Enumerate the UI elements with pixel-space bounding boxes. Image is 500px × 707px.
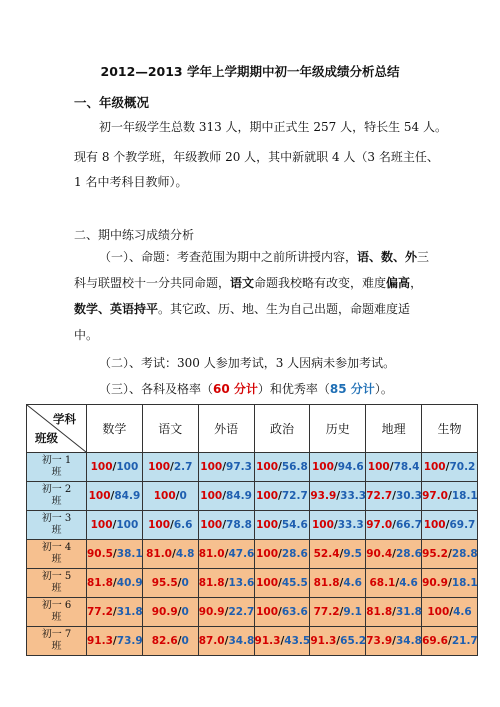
rate-separator: / — [392, 606, 396, 618]
excellent-rate: 21.7 — [451, 635, 478, 647]
subject-header: 历史 — [310, 405, 366, 453]
rate-separator: / — [175, 490, 180, 502]
excellent-rate: 40.9 — [116, 577, 143, 589]
excellent-rate: 70.2 — [449, 461, 476, 473]
table-row — [27, 569, 478, 598]
score-cell — [254, 598, 310, 627]
score-cell — [310, 627, 366, 656]
pass-rate: 91.3 — [310, 635, 337, 647]
excellent-rate: 4.8 — [175, 548, 195, 560]
score-cell — [422, 627, 478, 656]
pass-rate: 81.0 — [146, 548, 172, 560]
excellent-rate: 54.6 — [281, 519, 308, 531]
pass-rate: 100 — [423, 519, 446, 531]
rate-separator: / — [447, 577, 452, 589]
excellent-rate: 63.6 — [281, 606, 308, 618]
excellent-rate: 2.7 — [173, 461, 193, 473]
rate-separator: / — [112, 461, 117, 473]
pass-rate: 100 — [153, 490, 176, 502]
excellent-rate: 18.1 — [451, 490, 478, 502]
pass-rate: 100 — [256, 606, 279, 618]
pass-rate: 91.3 — [87, 635, 113, 647]
excellent-rate: 0 — [181, 577, 189, 589]
rate-separator: / — [392, 490, 396, 502]
rate-separator: / — [170, 519, 174, 531]
excellent-rate: 4.6 — [343, 577, 362, 589]
excellent-rate: 22.7 — [228, 606, 255, 618]
excellent-rate: 69.7 — [449, 519, 476, 531]
score-cell — [254, 511, 310, 540]
rate-separator: / — [112, 577, 117, 589]
excellent-rate: 47.6 — [228, 548, 255, 560]
pass-rate: 100 — [256, 577, 279, 589]
rate-separator: / — [177, 606, 182, 618]
rate-separator: / — [112, 635, 117, 647]
rate-separator: / — [395, 577, 400, 589]
pass-rate: 100 — [88, 490, 111, 502]
excellent-rate: 72.7 — [281, 490, 308, 502]
rate-separator: / — [170, 461, 174, 473]
class-name-cell — [27, 598, 87, 627]
rate-separator: / — [177, 577, 182, 589]
pass-rate: 77.2 — [87, 606, 113, 618]
class-name-line: 班 — [51, 641, 62, 652]
score-cell — [422, 482, 478, 511]
rate-separator: / — [278, 606, 282, 618]
score-cell — [142, 598, 198, 627]
pass-rate: 100 — [427, 606, 450, 618]
rate-separator: / — [224, 577, 229, 589]
text: ）和优秀率（ — [257, 382, 330, 396]
class-name-line: 初一 5 — [41, 571, 72, 582]
section2-para3 — [99, 374, 393, 404]
score-cell — [142, 453, 198, 482]
pass-rate: 95.2 — [422, 548, 448, 560]
excellent-rate: 97.3 — [226, 461, 252, 473]
excellent-rate: 43.5 — [284, 635, 311, 647]
pass-rate: 72.7 — [366, 490, 393, 502]
score-cell — [310, 482, 366, 511]
pass-rate: 81.8 — [198, 577, 225, 589]
pass-rate: 100 — [200, 461, 223, 473]
pass-rate: 82.6 — [151, 635, 178, 647]
class-name-cell — [27, 453, 87, 482]
rate-separator: / — [278, 461, 282, 473]
excellent-rate: 84.9 — [226, 490, 252, 502]
rate-separator: / — [336, 490, 341, 502]
excellent-rate: 9.5 — [343, 548, 362, 560]
section2-para1-line3 — [74, 294, 410, 324]
pass-rate: 95.5 — [151, 577, 178, 589]
bold-text: 偏高 — [386, 276, 411, 290]
pass-rate: 81.8 — [366, 606, 393, 618]
excellent-rate: 28.6 — [395, 548, 422, 560]
pass-rate: 81.0 — [198, 548, 225, 560]
class-name-line: 初一 3 — [41, 513, 72, 524]
subject-header: 外语 — [198, 405, 254, 453]
pass-rate: 100 — [311, 461, 334, 473]
rate-separator: / — [280, 635, 285, 647]
score-cell — [198, 482, 254, 511]
text: 科与联盟校十一分共同命题， — [74, 276, 231, 290]
score-cell — [87, 482, 143, 511]
section1-line-1: 初一年级学生总数 313 人，期中正式生 257 人，特长生 54 人。 — [99, 120, 447, 134]
score-cell — [366, 453, 422, 482]
rate-separator: / — [172, 548, 176, 560]
table-row — [27, 540, 478, 569]
score-cell — [142, 540, 198, 569]
score-cell — [310, 511, 366, 540]
class-name-cell — [27, 540, 87, 569]
section2-para1-line4: 中。 — [74, 328, 99, 342]
table-row — [27, 482, 478, 511]
rate-separator: / — [222, 519, 227, 531]
score-cell — [198, 627, 254, 656]
score-cell — [254, 569, 310, 598]
rate-separator: / — [112, 606, 117, 618]
score-cell — [254, 540, 310, 569]
pass-rate: 100 — [200, 519, 223, 531]
pass-rate: 90.9 — [422, 577, 448, 589]
excellent-rate: 94.6 — [337, 461, 364, 473]
rate-separator: / — [112, 548, 117, 560]
class-name-line: 班 — [51, 583, 62, 594]
rate-separator: / — [392, 635, 396, 647]
excellent-rate: 34.8 — [228, 635, 255, 647]
class-name-line: 初一 4 — [41, 542, 72, 553]
rate-separator: / — [222, 461, 227, 473]
class-name-line: 班 — [51, 496, 62, 507]
corner-subject-label: 学科 — [53, 412, 76, 426]
class-name-cell — [27, 511, 87, 540]
pass-rate: 97.0 — [422, 490, 448, 502]
class-name-line: 初一 1 — [41, 455, 72, 466]
pass-rate: 100 — [90, 519, 113, 531]
pass-rate: 90.4 — [366, 548, 393, 560]
rate-separator: / — [112, 519, 117, 531]
excellent-rate: 4.6 — [399, 577, 418, 589]
rate-separator: / — [224, 548, 229, 560]
subject-header: 政治 — [254, 405, 310, 453]
bold-text: 语、数、外 — [357, 250, 418, 264]
pass-rate: 68.1 — [369, 577, 396, 589]
class-name-cell — [27, 482, 87, 511]
section1-line-2: 现有 8 个教学班，年级教师 20 人，其中新就职 4 人（3 名班主任、 — [74, 150, 439, 164]
rate-separator: / — [333, 461, 338, 473]
text: （三）、各科及格率（ — [99, 382, 214, 396]
excellent-rate: 100 — [116, 519, 139, 531]
excellent-threshold: 85 分计 — [329, 382, 375, 396]
score-cell — [366, 482, 422, 511]
pass-rate: 100 — [256, 461, 279, 473]
pass-rate: 87.0 — [198, 635, 225, 647]
table-row — [27, 453, 478, 482]
class-name-line: 班 — [51, 612, 62, 623]
pass-rate: 100 — [90, 461, 113, 473]
excellent-rate: 100 — [116, 461, 139, 473]
score-cell — [87, 598, 143, 627]
bold-text: 数学、英语持平 — [74, 302, 159, 316]
excellent-rate: 84.9 — [114, 490, 141, 502]
rate-separator: / — [445, 519, 450, 531]
score-cell — [310, 540, 366, 569]
rate-separator: / — [278, 519, 282, 531]
score-cell — [87, 627, 143, 656]
excellent-rate: 13.6 — [228, 577, 255, 589]
score-cell — [87, 511, 143, 540]
rate-separator: / — [333, 519, 338, 531]
score-cell — [254, 482, 310, 511]
pass-rate: 91.3 — [254, 635, 281, 647]
pass-rate: 52.4 — [313, 548, 340, 560]
pass-threshold: 60 分计 — [213, 382, 258, 396]
score-cell — [422, 598, 478, 627]
table-row — [27, 598, 478, 627]
document-title: 2012—2013 学年上学期期中初一年级成绩分析总结 — [100, 64, 400, 79]
section2-para2: （二）、考试：300 人参加考试，3 人因病未参加考试。 — [99, 356, 396, 370]
score-cell — [87, 540, 143, 569]
excellent-rate: 0 — [181, 635, 189, 647]
rate-separator: / — [336, 635, 341, 647]
excellent-rate: 31.8 — [395, 606, 422, 618]
excellent-rate: 0 — [179, 490, 187, 502]
pass-rate: 100 — [148, 519, 170, 531]
score-cell — [366, 627, 422, 656]
rate-separator: / — [447, 635, 452, 647]
score-cell — [366, 511, 422, 540]
excellent-rate: 56.8 — [281, 461, 308, 473]
score-cell — [254, 627, 310, 656]
class-name-cell — [27, 627, 87, 656]
score-cell — [366, 569, 422, 598]
score-cell — [422, 453, 478, 482]
rate-separator: / — [447, 548, 452, 560]
excellent-rate: 78.4 — [393, 461, 420, 473]
grade-table — [26, 404, 478, 656]
pass-rate: 100 — [200, 490, 223, 502]
text: ）。 — [374, 382, 393, 396]
rate-separator: / — [447, 490, 452, 502]
excellent-rate: 9.1 — [343, 606, 362, 618]
pass-rate: 90.9 — [198, 606, 225, 618]
score-cell — [142, 569, 198, 598]
class-name-line: 初一 6 — [41, 600, 72, 611]
rate-separator: / — [339, 577, 344, 589]
excellent-rate: 0 — [181, 606, 189, 618]
score-cell — [310, 453, 366, 482]
pass-rate: 97.0 — [366, 519, 393, 531]
section2-heading: 二、期中练习成绩分析 — [74, 228, 195, 242]
pass-rate: 77.2 — [313, 606, 340, 618]
section1-line-3: 1 名中考科目教师）。 — [74, 175, 188, 189]
text: 命题我校略有改变，难度 — [254, 276, 387, 290]
pass-rate: 81.8 — [313, 577, 340, 589]
rate-separator: / — [339, 606, 344, 618]
score-cell — [422, 511, 478, 540]
excellent-rate: 28.6 — [281, 548, 308, 560]
corner-class-label: 班级 — [35, 431, 58, 445]
rate-separator: / — [278, 577, 282, 589]
score-cell — [198, 540, 254, 569]
pass-rate: 90.9 — [151, 606, 178, 618]
table-corner-cell — [27, 405, 87, 453]
score-cell — [142, 627, 198, 656]
pass-rate: 81.8 — [87, 577, 113, 589]
score-cell — [198, 453, 254, 482]
score-cell — [87, 453, 143, 482]
score-cell — [366, 540, 422, 569]
pass-rate: 100 — [367, 461, 390, 473]
excellent-rate: 33.3 — [340, 490, 367, 502]
excellent-rate: 4.6 — [453, 606, 472, 618]
rate-separator: / — [278, 548, 282, 560]
score-cell — [198, 598, 254, 627]
table-row — [27, 627, 478, 656]
class-name-line: 班 — [51, 467, 62, 478]
pass-rate: 73.9 — [366, 635, 393, 647]
subject-header: 地理 — [366, 405, 422, 453]
score-cell — [310, 569, 366, 598]
score-cell — [422, 540, 478, 569]
rate-separator: / — [224, 635, 229, 647]
pass-rate: 100 — [256, 548, 279, 560]
text: 。其它政、历、地、生为自己出题，命题难度适 — [158, 302, 411, 316]
rate-separator: / — [449, 606, 454, 618]
pass-rate: 100 — [311, 519, 334, 531]
class-name-line: 初一 7 — [41, 629, 72, 640]
pass-rate: 69.6 — [422, 635, 448, 647]
pass-rate: 93.9 — [310, 490, 337, 502]
excellent-rate: 30.3 — [395, 490, 422, 502]
score-cell — [254, 453, 310, 482]
excellent-rate: 73.9 — [116, 635, 143, 647]
pass-rate: 100 — [148, 461, 170, 473]
pass-rate: 100 — [423, 461, 446, 473]
rate-separator: / — [445, 461, 450, 473]
subject-header: 生物 — [422, 405, 478, 453]
table-row — [27, 511, 478, 540]
rate-separator: / — [339, 548, 344, 560]
score-cell — [422, 569, 478, 598]
excellent-rate: 38.1 — [116, 548, 143, 560]
score-cell — [142, 511, 198, 540]
score-cell — [142, 482, 198, 511]
rate-separator: / — [110, 490, 115, 502]
rate-separator: / — [224, 606, 229, 618]
excellent-rate: 18.1 — [451, 577, 478, 589]
excellent-rate: 65.2 — [340, 635, 367, 647]
excellent-rate: 31.8 — [116, 606, 143, 618]
subject-header: 数学 — [87, 405, 143, 453]
table-header-row — [27, 405, 478, 453]
class-name-cell — [27, 569, 87, 598]
rate-separator: / — [392, 548, 396, 560]
score-cell — [87, 569, 143, 598]
rate-separator: / — [222, 490, 227, 502]
score-cell — [310, 598, 366, 627]
section1-heading: 一、年级概况 — [74, 95, 150, 110]
excellent-rate: 66.7 — [395, 519, 422, 531]
pass-rate: 90.5 — [87, 548, 113, 560]
excellent-rate: 28.8 — [451, 548, 478, 560]
text: ， — [410, 276, 423, 290]
class-name-line: 班 — [51, 525, 62, 536]
class-name-line: 班 — [51, 554, 62, 565]
rate-separator: / — [392, 519, 396, 531]
excellent-rate: 6.6 — [173, 519, 193, 531]
text: 三 — [417, 250, 430, 264]
pass-rate: 100 — [256, 519, 279, 531]
rate-separator: / — [278, 490, 282, 502]
text: （一）、命题：考查范围为期中之前所讲授内容， — [99, 250, 358, 264]
excellent-rate: 78.8 — [226, 519, 252, 531]
excellent-rate: 33.3 — [337, 519, 364, 531]
class-name-line: 初一 2 — [41, 484, 72, 495]
score-cell — [366, 598, 422, 627]
excellent-rate: 45.5 — [281, 577, 308, 589]
excellent-rate: 34.8 — [395, 635, 422, 647]
pass-rate: 100 — [256, 490, 279, 502]
rate-separator: / — [389, 461, 394, 473]
score-cell — [198, 569, 254, 598]
subject-header: 语文 — [142, 405, 198, 453]
rate-separator: / — [177, 635, 182, 647]
bold-text: 语文 — [230, 276, 255, 290]
score-cell — [198, 511, 254, 540]
